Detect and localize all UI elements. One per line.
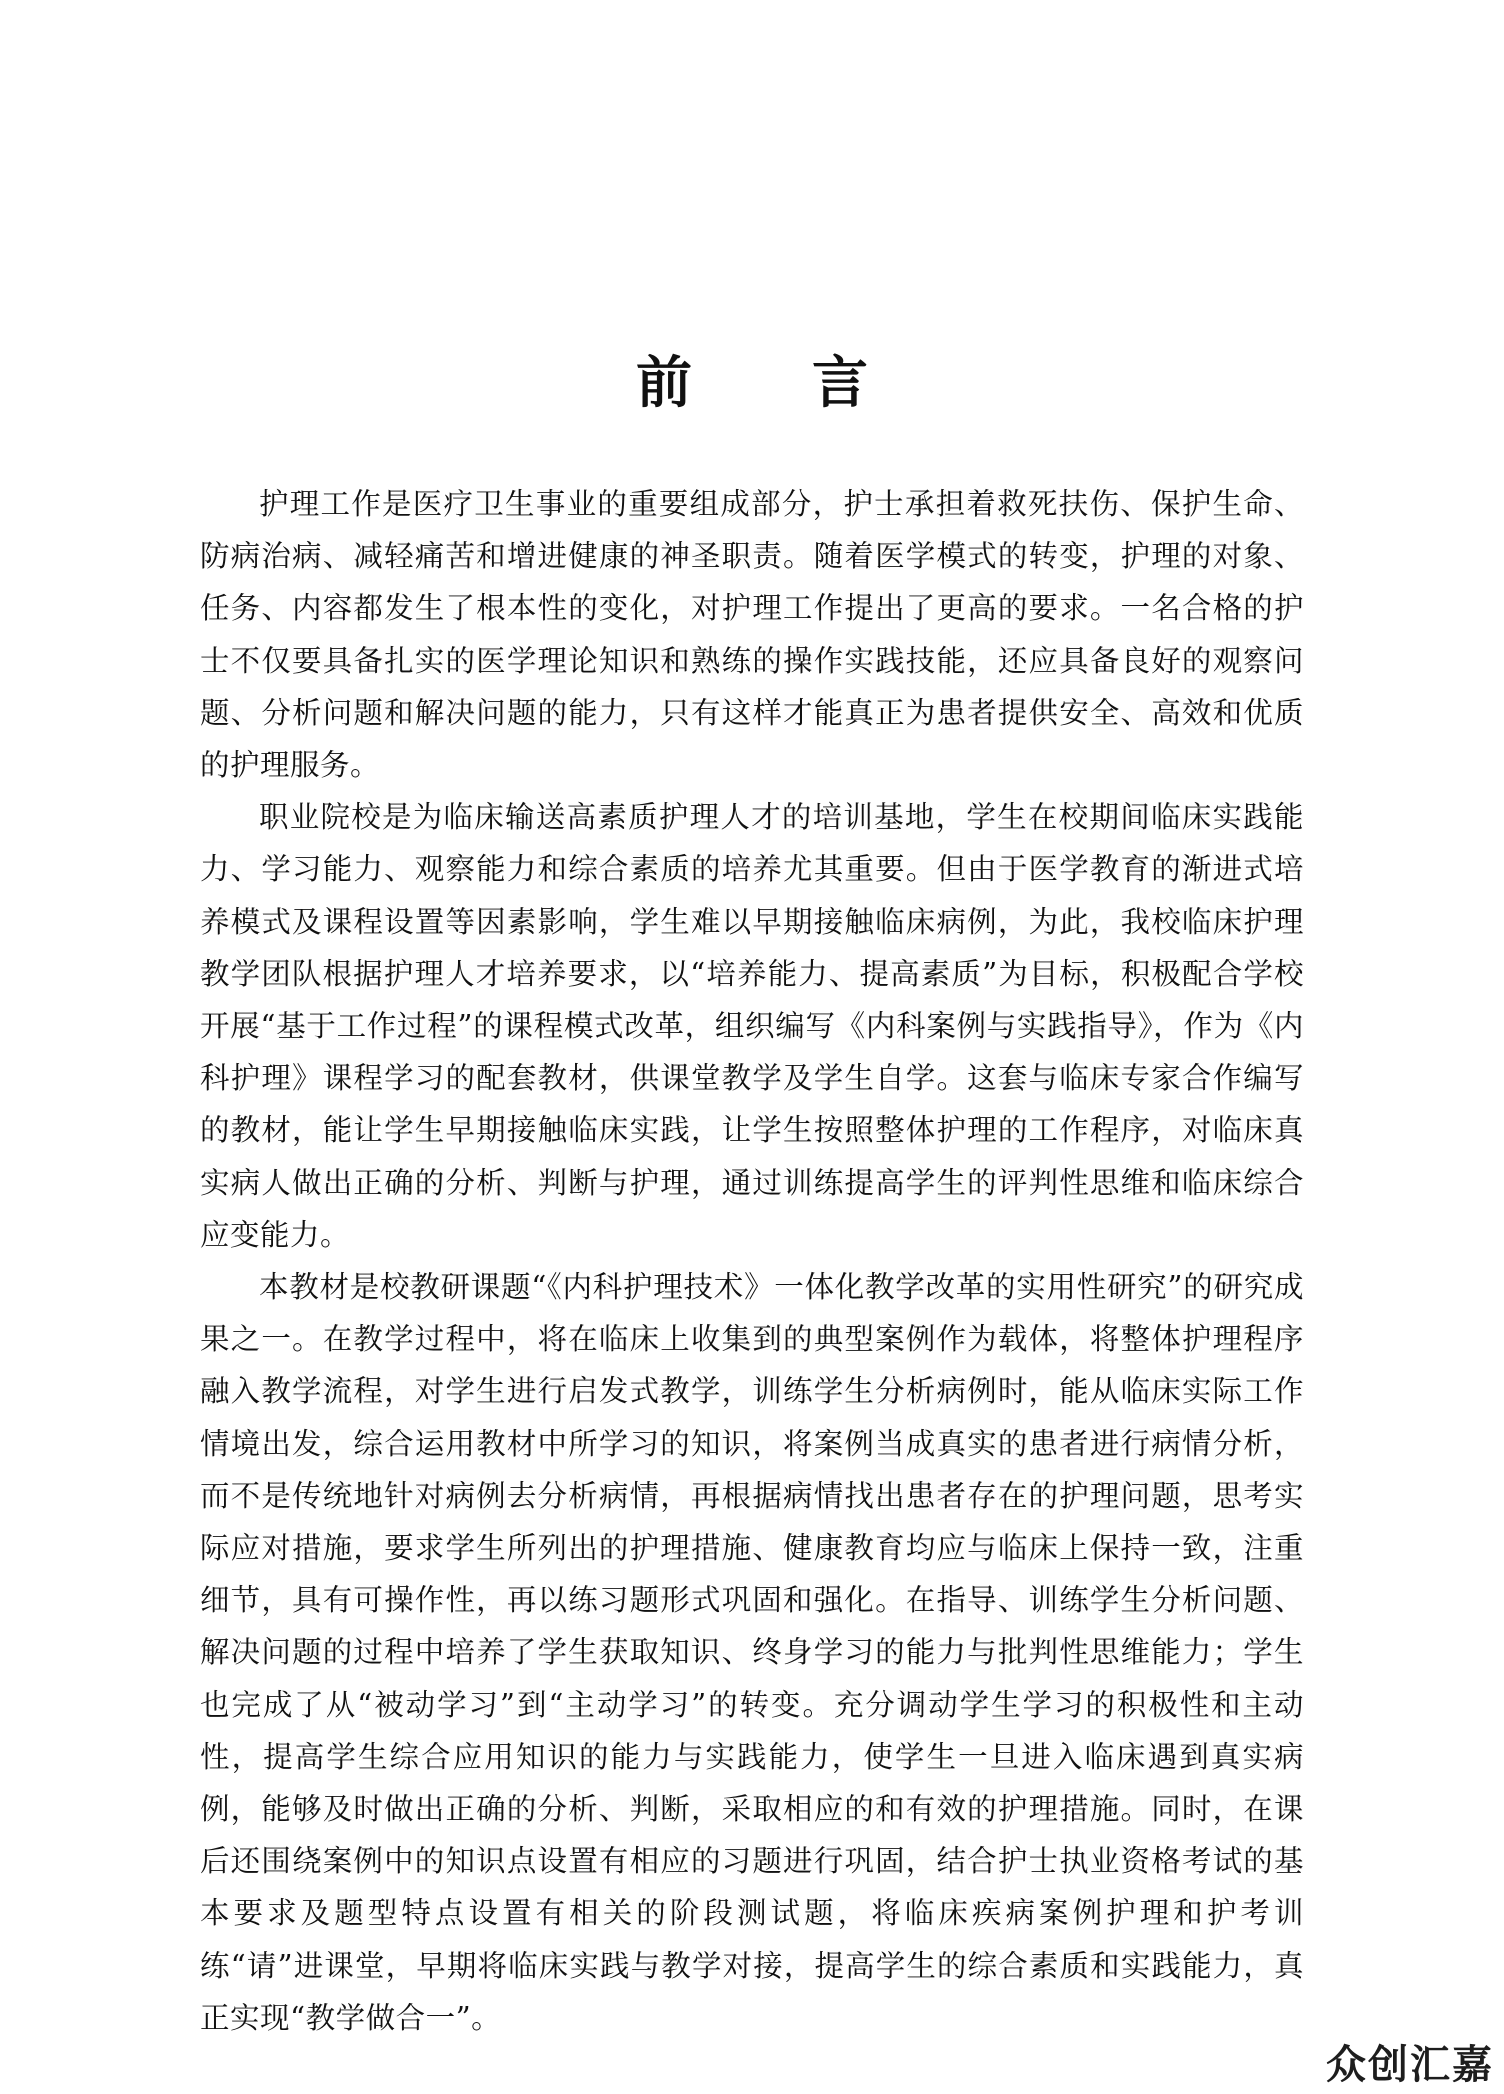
paragraph-2: 职业院校是为临床输送高素质护理人才的培训基地，学生在校期间临床实践能力、学习能力、观察能力和综合素质的培养尤其重要。但由于医学教育的渐进式培养模式及课程设置等因素影响，学生难以早期接触临床病例，为此，我校临床护理教学团队根据护理人才培养要求，以“培养能力、提高素质”为目标，积极配合学校开展“基于工作过程”的课程模式改革，组织编写《内科案例与实践指导》，作为《内科护理》课程学习的配套教材，供课堂教学及学生自学。这套与临床专家合作编写的教材，能让学生早期接触临床实践，让学生按照整体护理的工作程序，对临床真实病人做出正确的分析、判断与护理，通过训练提高学生的评判性思维和临床综合应变能力。 [200, 800, 1304, 1252]
page-title: 前言 [636, 349, 988, 416]
paragraph-3: 本教材是校教研课题“《内科护理技术》一体化教学改革的实用性研究”的研究成果之一。在教学过程中，将在临床上收集到的典型案例作为载体，将整体护理程序融入教学流程，对学生进行启发式教学，训练学生分析病例时，能从临床实际工作情境出发，综合运用教材中所学习的知识，将案例当成真实的患者进行病情分析，而不是传统地针对病例去分析病情，再根据病情找出患者存在的护理问题，思考实际应对措施，要求学生所列出的护理措施、健康教育均应与临床上保持一致，注重细节，具有可操作性，再以练习题形式巩固和强化。在指导、训练学生分析问题、解决问题的过程中培养了学生获取知识、终身学习的能力与批判性思维能力；学生也完成了从“被动学习”到“主动学习”的转变。充分调动学生学习的积极性和主动性，提高学生综合应用知识的能力与实践能力，使学生一旦进入临床遇到真实病例，能够及时做出正确的分析、判断，采取相应的和有效的护理措施。同时，在课后还围绕案例中的知识点设置有相应的习题进行巩固，结合护士执业资格考试的基本要求及题型特点设置有相关的阶段测试题，将临床疾病案例护理和护考训练“请”进课堂，早期将临床实践与教学对接，提高学生的综合素质和实践能力，真正实现“教学做合一”。 [200, 1270, 1304, 2035]
paragraph-1: 护理工作是医疗卫生事业的重要组成部分，护士承担着救死扶伤、保护生命、防病治病、减轻痛苦和增进健康的神圣职责。随着医学模式的转变，护理的对象、任务、内容都发生了根本性的变化，对护理工作提出了更高的要求。一名合格的护士不仅要具备扎实的医学理论知识和熟练的操作实践技能，还应具备良好的观察问题、分析问题和解决问题的能力，只有这样才能真正为患者提供安全、高效和优质的护理服务。 [200, 487, 1304, 783]
preface-body [200, 478, 1304, 2044]
watermark-logo: 众创汇嘉 [1326, 2042, 1494, 2088]
